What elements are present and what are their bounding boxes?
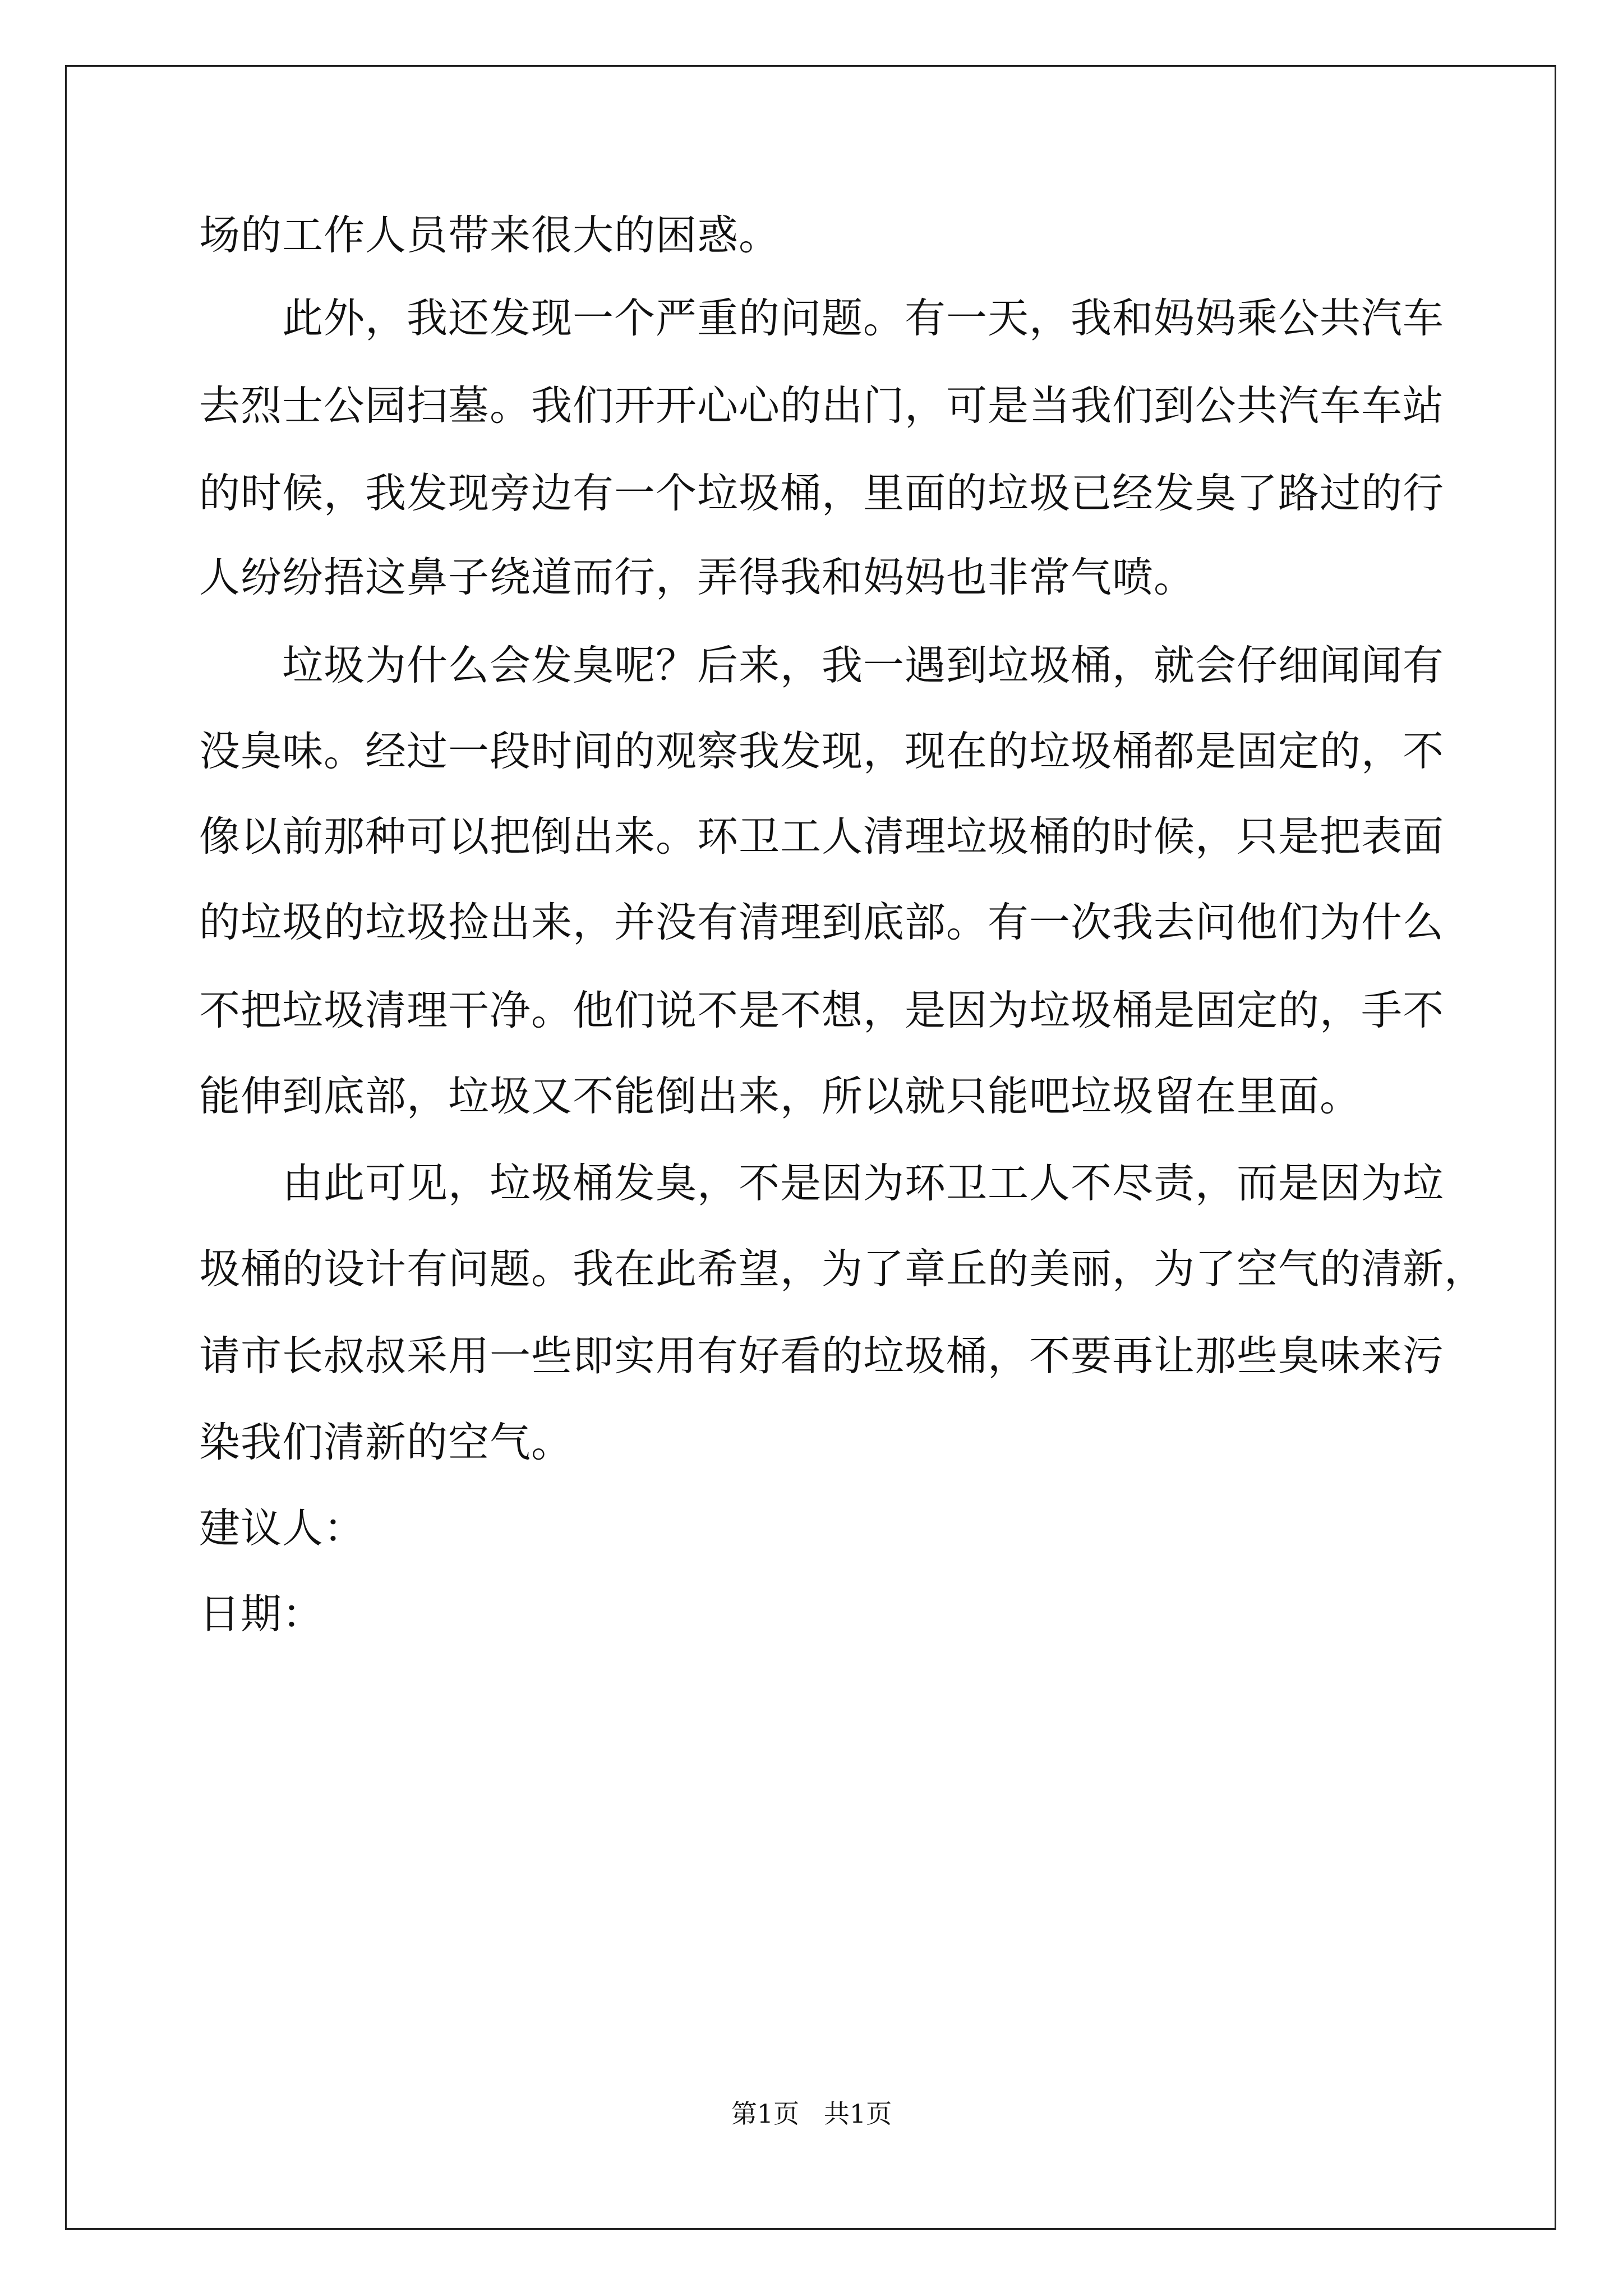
paragraph-line: 不把垃圾清理干净。他们说不是不想，是因为垃圾桶是固定的，手不 [199, 987, 1444, 1034]
paragraph-line: 能伸到底部，垃圾又不能倒出来，所以就只能吧垃圾留在里面。 [199, 1073, 1361, 1120]
page-footer: 第1页 共1页 [731, 2099, 892, 2129]
paragraph-line: 的垃圾的垃圾捡出来，并没有清理到底部。有一次我去问他们为什么 [199, 899, 1444, 946]
date-label: 日期： [199, 1590, 324, 1638]
paragraph-line: 没臭味。经过一段时间的观察我发现，现在的垃圾桶都是固定的，不 [199, 728, 1444, 775]
paragraph-line: 圾桶的设计有问题。我在此希望，为了章丘的美丽，为了空气的清新， [199, 1245, 1486, 1293]
paragraph-line: 人纷纷捂这鼻子绕道而行，弄得我和妈妈也非常气喷。 [199, 554, 1195, 601]
paragraph-line: 像以前那种可以把倒出来。环卫工人清理垃圾桶的时候，只是把表面 [199, 813, 1444, 861]
signer-label: 建议人： [199, 1504, 365, 1552]
paragraph-line: 去烈士公园扫墓。我们开开心心的出门，可是当我们到公共汽车车站 [199, 382, 1444, 430]
paragraph-line: 垃圾为什么会发臭呢？后来，我一遇到垃圾桶，就会仔细闻闻有 [199, 642, 1444, 689]
paragraph-line: 此外，我还发现一个严重的问题。有一天，我和妈妈乘公共汽车 [199, 295, 1444, 342]
paragraph-line: 的时候，我发现旁边有一个垃圾桶，里面的垃圾已经发臭了路过的行 [199, 470, 1444, 517]
body-line: 场的工作人员带来很大的困惑。 [199, 211, 780, 259]
paragraph-line: 由此可见，垃圾桶发臭，不是因为环卫工人不尽责，而是因为垃 [199, 1159, 1444, 1207]
paragraph-line: 请市长叔叔采用一些即实用有好看的垃圾桶，不要再让那些臭味来污 [199, 1332, 1444, 1380]
paragraph-line: 染我们清新的空气。 [199, 1419, 573, 1466]
